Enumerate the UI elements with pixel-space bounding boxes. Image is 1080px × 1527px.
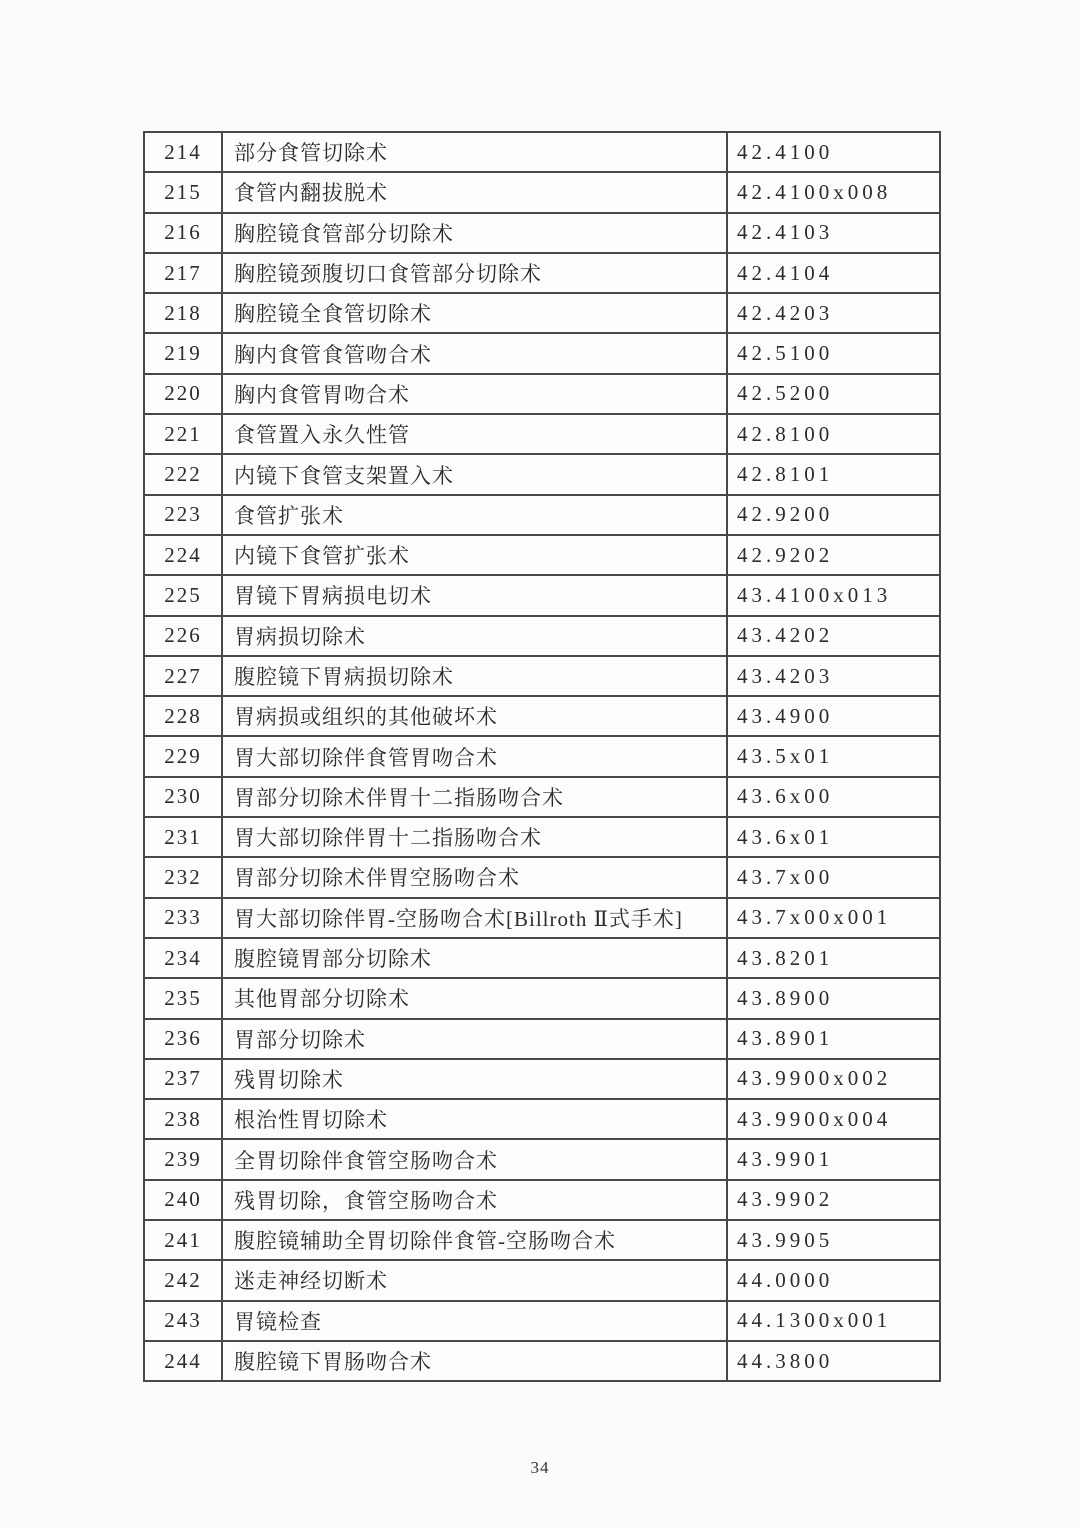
table-row [144,213,940,253]
procedure-code-cell: 42.4103 [727,213,940,253]
table-row [144,978,940,1018]
row-number-cell: 224 [144,535,222,575]
row-number-cell: 214 [144,132,222,172]
table-row [144,1019,940,1059]
row-number-cell: 219 [144,333,222,373]
table-row [144,1059,940,1099]
table-row [144,1220,940,1260]
procedure-name-cell: 胸腔镜全食管切除术 [222,293,727,333]
row-number-cell: 228 [144,696,222,736]
table-row [144,1301,940,1341]
procedure-name-cell: 残胃切除术 [222,1059,727,1099]
procedure-code-cell: 42.4104 [727,253,940,293]
row-number-cell: 226 [144,616,222,656]
procedure-code-cell: 43.8901 [727,1019,940,1059]
row-number-cell: 234 [144,938,222,978]
table-row [144,132,940,172]
table-row [144,293,940,333]
table-row [144,1180,940,1220]
table-row [144,1341,940,1381]
procedure-name-cell: 胃部分切除术伴胃空肠吻合术 [222,857,727,897]
row-number-cell: 222 [144,454,222,494]
procedure-name-cell: 迷走神经切断术 [222,1260,727,1300]
row-number-cell: 227 [144,656,222,696]
procedure-name-cell: 食管扩张术 [222,495,727,535]
table-row [144,575,940,615]
row-number-cell: 217 [144,253,222,293]
procedure-code-cell: 43.7x00x001 [727,898,940,938]
procedure-code-cell: 42.8100 [727,414,940,454]
table-body [144,132,940,1381]
procedure-code-cell: 42.8101 [727,454,940,494]
table-row [144,656,940,696]
table-row [144,172,940,212]
procedure-code-cell: 43.8201 [727,938,940,978]
row-number-cell: 215 [144,172,222,212]
row-number-cell: 216 [144,213,222,253]
table-row [144,777,940,817]
row-number-cell: 221 [144,414,222,454]
table-row [144,898,940,938]
procedure-name-cell: 其他胃部分切除术 [222,978,727,1018]
page-number: 34 [530,1458,550,1477]
procedure-code-cell: 44.0000 [727,1260,940,1300]
table-row [144,938,940,978]
procedure-name-cell: 部分食管切除术 [222,132,727,172]
table-row [144,495,940,535]
procedure-name-cell: 腹腔镜下胃肠吻合术 [222,1341,727,1381]
table-row [144,1139,940,1179]
procedure-name-cell: 胸内食管胃吻合术 [222,374,727,414]
row-number-cell: 225 [144,575,222,615]
procedure-code-cell: 44.1300x001 [727,1301,940,1341]
row-number-cell: 238 [144,1099,222,1139]
table-row [144,736,940,776]
row-number-cell: 230 [144,777,222,817]
row-number-cell: 242 [144,1260,222,1300]
procedure-name-cell: 胃大部切除伴胃-空肠吻合术[Billroth Ⅱ式手术] [222,898,727,938]
procedure-name-cell: 腹腔镜胃部分切除术 [222,938,727,978]
table-row [144,696,940,736]
procedure-name-cell: 胸腔镜食管部分切除术 [222,213,727,253]
row-number-cell: 236 [144,1019,222,1059]
row-number-cell: 240 [144,1180,222,1220]
procedure-name-cell: 胃大部切除伴食管胃吻合术 [222,736,727,776]
table-row [144,374,940,414]
table-row [144,454,940,494]
row-number-cell: 220 [144,374,222,414]
table-row [144,616,940,656]
procedure-name-cell: 食管置入永久性管 [222,414,727,454]
procedure-code-cell: 43.9905 [727,1220,940,1260]
procedure-name-cell: 内镜下食管扩张术 [222,535,727,575]
procedure-code-cell: 43.8900 [727,978,940,1018]
row-number-cell: 239 [144,1139,222,1179]
procedure-code-cell: 43.9902 [727,1180,940,1220]
procedure-name-cell: 胃镜下胃病损电切术 [222,575,727,615]
table-row [144,414,940,454]
procedure-name-cell: 残胃切除，食管空肠吻合术 [222,1180,727,1220]
procedure-code-cell: 44.3800 [727,1341,940,1381]
procedure-name-cell: 胃病损切除术 [222,616,727,656]
procedure-code-cell: 43.6x00 [727,777,940,817]
procedure-name-cell: 胃大部切除伴胃十二指肠吻合术 [222,817,727,857]
procedure-code-cell: 42.5100 [727,333,940,373]
procedure-code-cell: 42.4203 [727,293,940,333]
procedure-code-cell: 43.9900x004 [727,1099,940,1139]
row-number-cell: 237 [144,1059,222,1099]
procedure-code-cell: 43.7x00 [727,857,940,897]
table-row [144,253,940,293]
procedure-code-cell: 43.4100x013 [727,575,940,615]
procedure-name-cell: 胸腔镜颈腹切口食管部分切除术 [222,253,727,293]
procedure-code-table [143,131,941,1382]
procedure-name-cell: 胸内食管食管吻合术 [222,333,727,373]
procedure-code-cell: 42.4100 [727,132,940,172]
procedure-code-cell: 43.6x01 [727,817,940,857]
procedure-name-cell: 胃镜检查 [222,1301,727,1341]
row-number-cell: 241 [144,1220,222,1260]
procedure-name-cell: 全胃切除伴食管空肠吻合术 [222,1139,727,1179]
table-row [144,1260,940,1300]
row-number-cell: 244 [144,1341,222,1381]
table-row [144,333,940,373]
procedure-code-cell: 42.4100x008 [727,172,940,212]
procedure-code-cell: 43.4203 [727,656,940,696]
procedure-code-cell: 43.9901 [727,1139,940,1179]
procedure-name-cell: 胃部分切除术伴胃十二指肠吻合术 [222,777,727,817]
procedure-name-cell: 内镜下食管支架置入术 [222,454,727,494]
table-row [144,1099,940,1139]
procedure-code-cell: 43.4900 [727,696,940,736]
procedure-name-cell: 胃部分切除术 [222,1019,727,1059]
procedure-name-cell: 腹腔镜下胃病损切除术 [222,656,727,696]
procedure-name-cell: 胃病损或组织的其他破坏术 [222,696,727,736]
table-row [144,857,940,897]
row-number-cell: 233 [144,898,222,938]
procedure-code-cell: 43.5x01 [727,736,940,776]
table-row [144,535,940,575]
row-number-cell: 231 [144,817,222,857]
row-number-cell: 218 [144,293,222,333]
table-row [144,817,940,857]
procedure-code-cell: 42.9202 [727,535,940,575]
procedure-name-cell: 腹腔镜辅助全胃切除伴食管-空肠吻合术 [222,1220,727,1260]
procedure-code-cell: 43.9900x002 [727,1059,940,1099]
row-number-cell: 235 [144,978,222,1018]
row-number-cell: 232 [144,857,222,897]
procedure-name-cell: 食管内翻拔脱术 [222,172,727,212]
procedure-code-cell: 43.4202 [727,616,940,656]
row-number-cell: 243 [144,1301,222,1341]
procedure-code-cell: 42.9200 [727,495,940,535]
procedure-code-cell: 42.5200 [727,374,940,414]
procedure-name-cell: 根治性胃切除术 [222,1099,727,1139]
row-number-cell: 223 [144,495,222,535]
row-number-cell: 229 [144,736,222,776]
